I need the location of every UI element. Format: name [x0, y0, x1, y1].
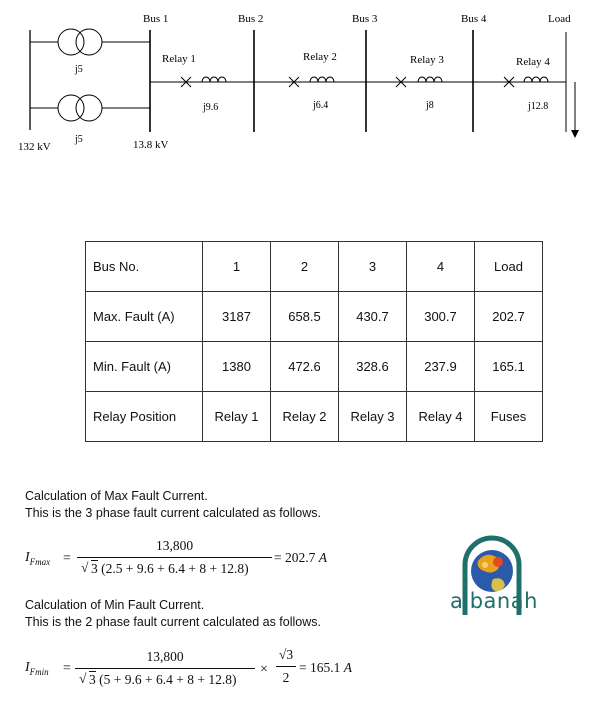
table-cell: 1: [203, 242, 271, 292]
table-cell: Relay 1: [203, 392, 271, 442]
relay-1-label: Relay 1: [162, 53, 196, 65]
equation-min-result: = 165.1 A: [299, 660, 352, 675]
inductor-3-icon: [418, 77, 442, 82]
table-row: [86, 392, 543, 442]
table-cell: 328.6: [339, 342, 407, 392]
table-row: [86, 342, 543, 392]
hv-voltage-label: 132 kV: [18, 141, 51, 153]
table-cell: 3: [339, 242, 407, 292]
equation-min-lhs: $I_{Fmin}$: [25, 660, 49, 677]
relay-4-label: Relay 4: [516, 56, 550, 68]
table-cell: 658.5: [271, 292, 339, 342]
table-cell: Relay 2: [271, 392, 339, 442]
lv-voltage-label: 13.8 kV: [133, 139, 169, 151]
calc-min-title: Calculation of Min Fault Current.: [25, 598, 205, 612]
bus-3-label: Bus 3: [352, 13, 378, 25]
transformer-1-icon: [58, 29, 102, 55]
load-label: Load: [548, 13, 571, 25]
equation-max: $I_{Fmax}$ = 13,800 √ 3 (2.5 + 9.6 + 6.4 + 8 + 12.8) = 202.7 A: [25, 538, 327, 576]
table-row: [86, 292, 543, 342]
relay-2-label: Relay 2: [303, 51, 337, 63]
calc-max-title: Calculation of Max Fault Current.: [25, 489, 208, 503]
transformer-1-impedance: j5: [75, 64, 83, 75]
line-2-impedance: j6.4: [313, 100, 329, 111]
calc-max-description: This is the 3 phase fault current calculated as follows.: [25, 506, 321, 520]
calc-min-section: [25, 597, 321, 631]
single-line-diagram: [0, 0, 600, 160]
table-cell: Max. Fault (A): [86, 292, 203, 342]
equation-max-numerator: 13,800: [155, 538, 194, 553]
inductor-4-icon: [524, 77, 548, 82]
equation-min-factor-numerator: √3: [278, 647, 294, 662]
table-header-row: [86, 242, 543, 292]
inductor-1-icon: [202, 77, 226, 82]
equation-max-denominator: √ 3 (2.5 + 9.6 + 6.4 + 8 + 12.8): [81, 560, 249, 576]
table-cell: Bus No.: [86, 242, 203, 292]
table-cell: Relay 3: [339, 392, 407, 442]
table-cell: 3187: [203, 292, 271, 342]
table-cell: Relay 4: [407, 392, 475, 442]
load-arrow-icon: [571, 130, 579, 138]
equation-max-lhs: $I_{Fmax}$: [25, 550, 51, 567]
equation-min-numerator: 13,800: [146, 649, 184, 664]
table-cell: Min. Fault (A): [86, 342, 203, 392]
fault-current-table: [85, 241, 543, 442]
equation-min-factor-denominator: 2: [282, 670, 290, 685]
equation-min-denominator: √ 3 (5 + 9.6 + 6.4 + 8 + 12.8): [79, 671, 237, 687]
table-cell: Relay Position: [86, 392, 203, 442]
line-4-impedance: j12.8: [528, 101, 549, 112]
bus-2-label: Bus 2: [238, 13, 264, 25]
table-cell: 165.1: [475, 342, 543, 392]
table-cell: 430.7: [339, 292, 407, 342]
equation-max-result: = 202.7 A: [274, 550, 327, 565]
transformer-2-impedance: j5: [75, 134, 83, 145]
table-cell: 4: [407, 242, 475, 292]
table-cell: 2: [271, 242, 339, 292]
line-3-impedance: j8: [426, 100, 434, 111]
equation-min: $I_{Fmin}$ = 13,800 √ 3 (5 + 9.6 + 6.4 + 8 + 12.8) × √3 2 = 165.1 A: [25, 647, 352, 687]
equation-min-times: ×: [260, 662, 268, 677]
table-cell: 472.6: [271, 342, 339, 392]
bus-4-label: Bus 4: [461, 13, 487, 25]
inductor-2-icon: [310, 77, 334, 82]
relay-3-label: Relay 3: [410, 54, 444, 66]
calc-min-description: This is the 2 phase fault current calculated as follows.: [25, 615, 321, 629]
logo-text: albanah: [450, 589, 538, 613]
table-cell: 300.7: [407, 292, 475, 342]
table-cell: Fuses: [475, 392, 543, 442]
calc-max-section: [25, 488, 321, 522]
bus-1-label: Bus 1: [143, 13, 169, 25]
table-cell: 1380: [203, 342, 271, 392]
table-cell: 202.7: [475, 292, 543, 342]
line-1-impedance: j9.6: [203, 102, 219, 113]
transformer-2-icon: [58, 95, 102, 121]
table-cell: Load: [475, 242, 543, 292]
table-cell: 237.9: [407, 342, 475, 392]
